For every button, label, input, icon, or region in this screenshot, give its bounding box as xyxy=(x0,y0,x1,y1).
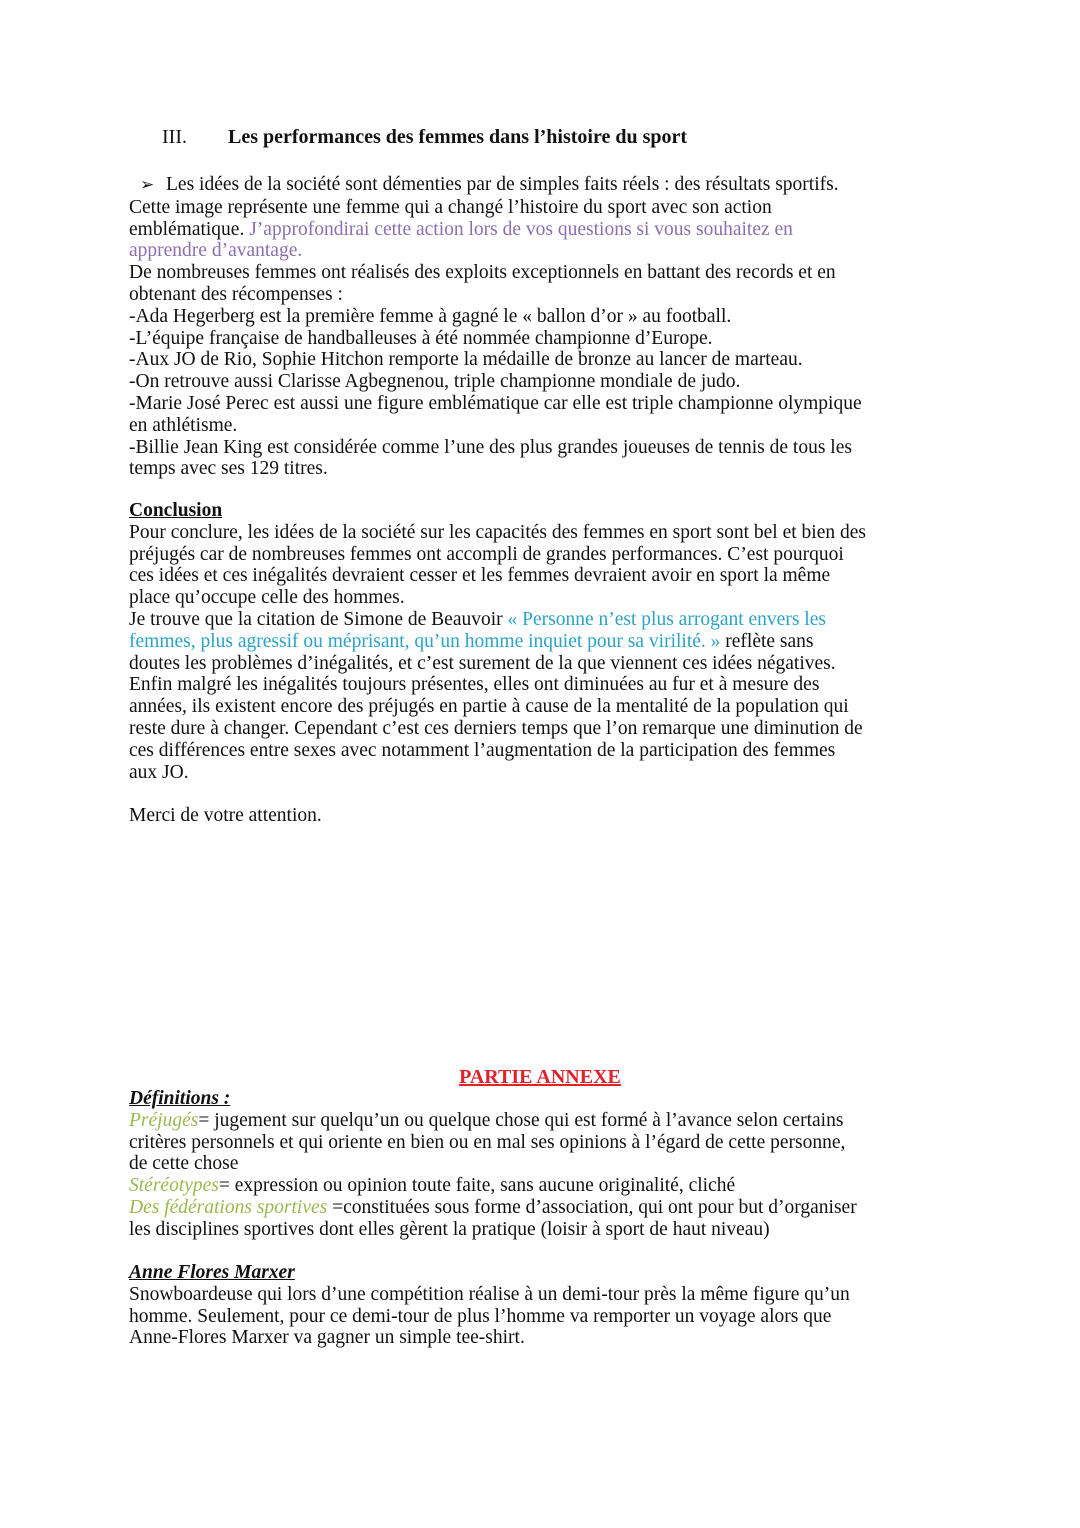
list-item: -Aux JO de Rio, Sophie Hitchon remporte la médaille de bronze au lancer de marteau. xyxy=(129,349,803,371)
definition-term: Des fédérations sportives xyxy=(129,1196,328,1218)
list-item: -Ada Hegerberg est la première femme à gagné le « ballon d’or » au football. xyxy=(129,305,732,327)
definition-line: Préjugés= jugement sur quelqu’un ou quelque chose qui est formé à l’avance selon certains xyxy=(129,1109,844,1131)
text-line: ces différences entre sexes avec notamment l’augmentation de la participation des femmes xyxy=(129,739,836,761)
text-line: ces idées et ces inégalités devraient cesser et les femmes devraient avoir en sport la même xyxy=(129,565,831,587)
list-item: -Billie Jean King est considérée comme l’une des plus grandes joueuses de tennis de tous les xyxy=(129,436,852,458)
quote-text: femmes, plus agressif ou méprisant, qu’un homme inquiet pour sa virilité. » xyxy=(129,630,721,652)
definitions-block xyxy=(129,1088,959,1241)
text-line: place qu’occupe celle des hommes. xyxy=(129,587,405,609)
annexe-title: PARTIE ANNEXE xyxy=(459,1066,621,1088)
body-paragraph xyxy=(129,174,959,480)
definition-term: Stéréotypes xyxy=(129,1175,219,1197)
text-line: aux JO. xyxy=(129,761,189,783)
text-line: homme. Seulement, pour ce demi-tour de plus l’homme va remporter un voyage alors que xyxy=(129,1305,832,1327)
list-item: -L’équipe française de handballeuses à été nommée championne d’Europe. xyxy=(129,327,713,349)
conclusion-title: Conclusion xyxy=(129,500,223,521)
text-line: doutes les problèmes d’inégalités, et c’est surement de la que viennent ces idées négatives. xyxy=(129,652,836,674)
text-line: Snowboardeuse qui lors d’une compétition réalise à un demi-tour près la même figure qu’un xyxy=(129,1283,850,1305)
definition-line: critères personnels et qui oriente en bien ou en mal ses opinions à l’égard de cette personne, xyxy=(129,1131,846,1153)
arrow-bullet-icon: ➢ xyxy=(140,175,155,195)
definition-line: Des fédérations sportives =constituées sous forme d’association, qui ont pour but d’organiser xyxy=(129,1196,857,1218)
text-line: préjugés car de nombreuses femmes ont accompli de grandes performances. C’est pourquoi xyxy=(129,543,844,565)
thanks-line: Merci de votre attention. xyxy=(129,805,322,827)
list-item: en athlétisme. xyxy=(129,414,238,436)
definition-line: de cette chose xyxy=(129,1153,239,1175)
text-line: reste dure à changer. Cependant c’est ces derniers temps que l’on remarque une diminution de xyxy=(129,717,863,739)
definition-term: Préjugés xyxy=(129,1109,199,1131)
section-heading xyxy=(162,126,687,149)
text-line: Je trouve que la citation de Simone de Beauvoir « Personne n’est plus arrogant envers les xyxy=(129,608,826,630)
definition-line: Stéréotypes= expression ou opinion toute faite, sans aucune originalité, cliché xyxy=(129,1175,736,1197)
bullet-line: ➢ Les idées de la société sont démenties par de simples faits réels : des résultats sportifs. xyxy=(140,174,839,195)
definition-line: les disciplines sportives dont elles gèrent la pratique (loisir à sport de haut niveau) xyxy=(129,1218,770,1240)
text-line: années, ils existent encore des préjugés en partie à cause de la mentalité de la population qui xyxy=(129,696,849,718)
quote-text: « Personne n’est plus arrogant envers les xyxy=(507,608,826,630)
text-line: femmes, plus agressif ou méprisant, qu’un homme inquiet pour sa virilité. » reflète sans xyxy=(129,630,814,652)
text-line: Cette image représente une femme qui a changé l’histoire du sport avec son action xyxy=(129,196,772,218)
text-line: Anne-Flores Marxer va gagner un simple tee-shirt. xyxy=(129,1327,525,1349)
section-number: III. xyxy=(162,126,187,148)
text-line: emblématique. J’approfondirai cette action lors de vos questions si vous souhaitez en xyxy=(129,218,793,240)
text-line: De nombreuses femmes ont réalisés des exploits exceptionnels en battant des records et en xyxy=(129,262,836,284)
definitions-title: Définitions : xyxy=(129,1088,231,1109)
anne-flores-block xyxy=(129,1262,959,1349)
list-item: -On retrouve aussi Clarisse Agbegnenou, triple championne mondiale de judo. xyxy=(129,371,741,393)
list-item: temps avec ses 129 titres. xyxy=(129,458,328,480)
list-item: -Marie José Perec est aussi une figure emblématique car elle est triple championne olympique xyxy=(129,392,862,414)
text-line: Pour conclure, les idées de la société sur les capacités des femmes en sport sont bel et bien des xyxy=(129,521,866,543)
conclusion-paragraph xyxy=(129,500,959,827)
text-line: Enfin malgré les inégalités toujours présentes, elles ont diminuées au fur et à mesure des xyxy=(129,674,820,696)
text-line: apprendre d’avantage. xyxy=(129,240,303,262)
anne-title: Anne Flores Marxer xyxy=(129,1262,295,1283)
section-title: Les performances des femmes dans l’histoire du sport xyxy=(228,126,688,148)
text-line: obtenant des récompenses : xyxy=(129,283,343,305)
